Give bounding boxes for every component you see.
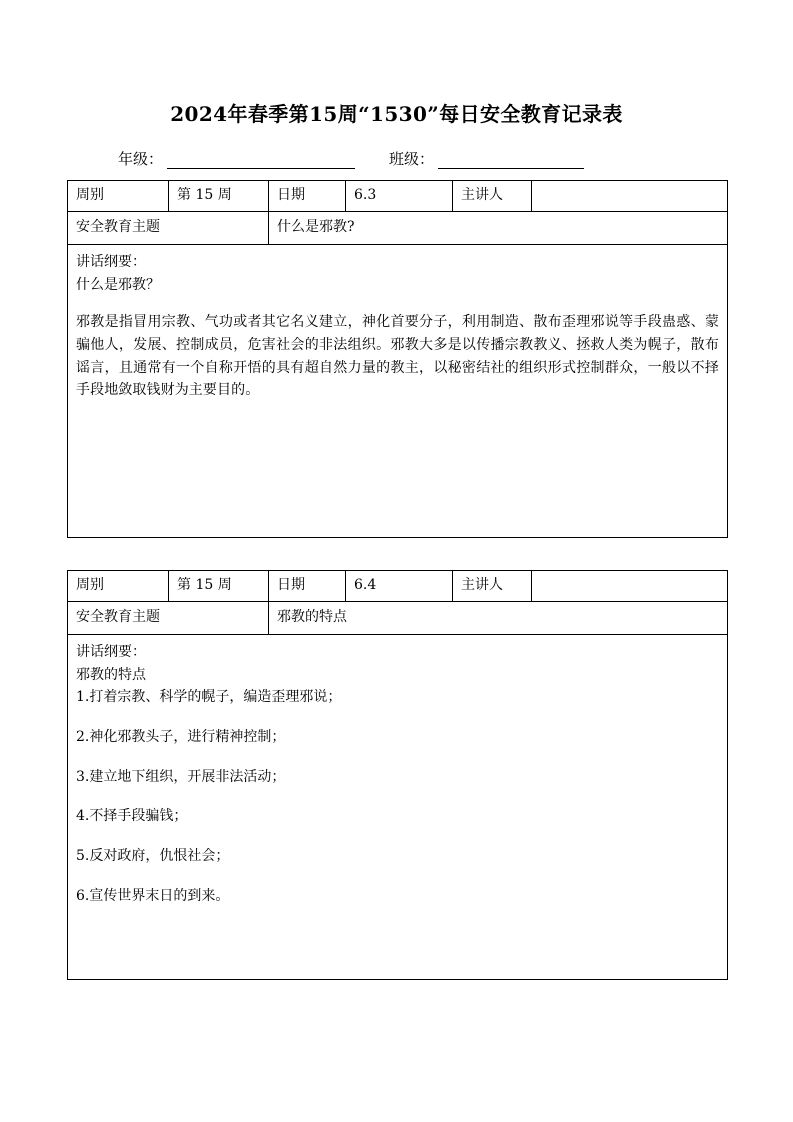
week-value[interactable]: 第 15 周 bbox=[169, 181, 269, 212]
table-row bbox=[68, 181, 728, 212]
record-table bbox=[67, 570, 728, 980]
date-label: 日期 bbox=[269, 571, 346, 602]
spacer bbox=[76, 868, 719, 885]
grade-label: 年级： bbox=[118, 150, 164, 168]
list-item: 6.宣传世界末日的到来。 bbox=[76, 887, 230, 904]
week-value[interactable]: 第 15 周 bbox=[169, 571, 269, 602]
table-row bbox=[68, 602, 728, 635]
table-row bbox=[68, 245, 728, 538]
topic-value[interactable]: 什么是邪教? bbox=[269, 212, 728, 245]
table-row bbox=[68, 571, 728, 602]
date-value[interactable]: 6.3 bbox=[346, 181, 453, 212]
speaker-value[interactable] bbox=[532, 181, 728, 212]
week-label: 周别 bbox=[68, 181, 169, 212]
record-table bbox=[67, 180, 728, 538]
outline-paragraph: 邪教是指冒用宗教、气功或者其它名义建立，神化首要分子，利用制造、散布歪理邪说等手段蛊惑、蒙骗他人，发展、控制成员，危害社会的非法组织。邪教大多是以传播宗教教义、拯救人类为幌子，散布谣言，且通常有一个自称开悟的具有超自然力量的教主，以秘密结社的组织形式控制群众，一般以不择手段地敛取钱财为主要目的。 bbox=[76, 314, 719, 399]
topic-value[interactable]: 邪教的特点 bbox=[269, 602, 728, 635]
outline-label: 讲话纲要： bbox=[76, 644, 146, 660]
list-item: 2.神化邪教头子，进行精神控制； bbox=[76, 729, 286, 746]
spacer bbox=[76, 749, 719, 766]
page-title: 2024年春季第15周“1530”每日安全教育记录表 bbox=[170, 102, 623, 126]
class-blank-field[interactable] bbox=[438, 154, 584, 169]
date-value[interactable]: 6.4 bbox=[346, 571, 453, 602]
outline-content bbox=[76, 251, 719, 402]
fill-in-row bbox=[118, 148, 584, 169]
topic-label: 安全教育主题 bbox=[68, 602, 269, 635]
class-label: 班级： bbox=[389, 150, 435, 168]
table-row bbox=[68, 635, 728, 980]
table-row bbox=[68, 212, 728, 245]
outline-cell[interactable] bbox=[68, 245, 728, 538]
outline-subtitle: 邪教的特点 bbox=[76, 666, 146, 683]
speaker-label: 主讲人 bbox=[453, 181, 532, 212]
speaker-label: 主讲人 bbox=[453, 571, 532, 602]
spacer bbox=[76, 296, 719, 311]
spacer bbox=[76, 709, 719, 726]
outline-cell[interactable] bbox=[68, 635, 728, 980]
spacer bbox=[76, 828, 719, 845]
grade-blank-field[interactable] bbox=[167, 154, 355, 169]
list-item: 4.不择手段骗钱； bbox=[76, 808, 188, 825]
outline-label: 讲话纲要： bbox=[76, 254, 146, 270]
outline-content bbox=[76, 641, 719, 907]
date-label: 日期 bbox=[269, 181, 346, 212]
speaker-value[interactable] bbox=[532, 571, 728, 602]
list-item: 3.建立地下组织，开展非法活动； bbox=[76, 768, 286, 785]
topic-label: 安全教育主题 bbox=[68, 212, 269, 245]
week-label: 周别 bbox=[68, 571, 169, 602]
list-item: 5.反对政府，仇恨社会； bbox=[76, 848, 230, 865]
list-item: 1.打着宗教、科学的幌子，编造歪理邪说； bbox=[76, 689, 342, 706]
outline-subtitle: 什么是邪教？ bbox=[76, 276, 160, 293]
spacer bbox=[76, 788, 719, 805]
